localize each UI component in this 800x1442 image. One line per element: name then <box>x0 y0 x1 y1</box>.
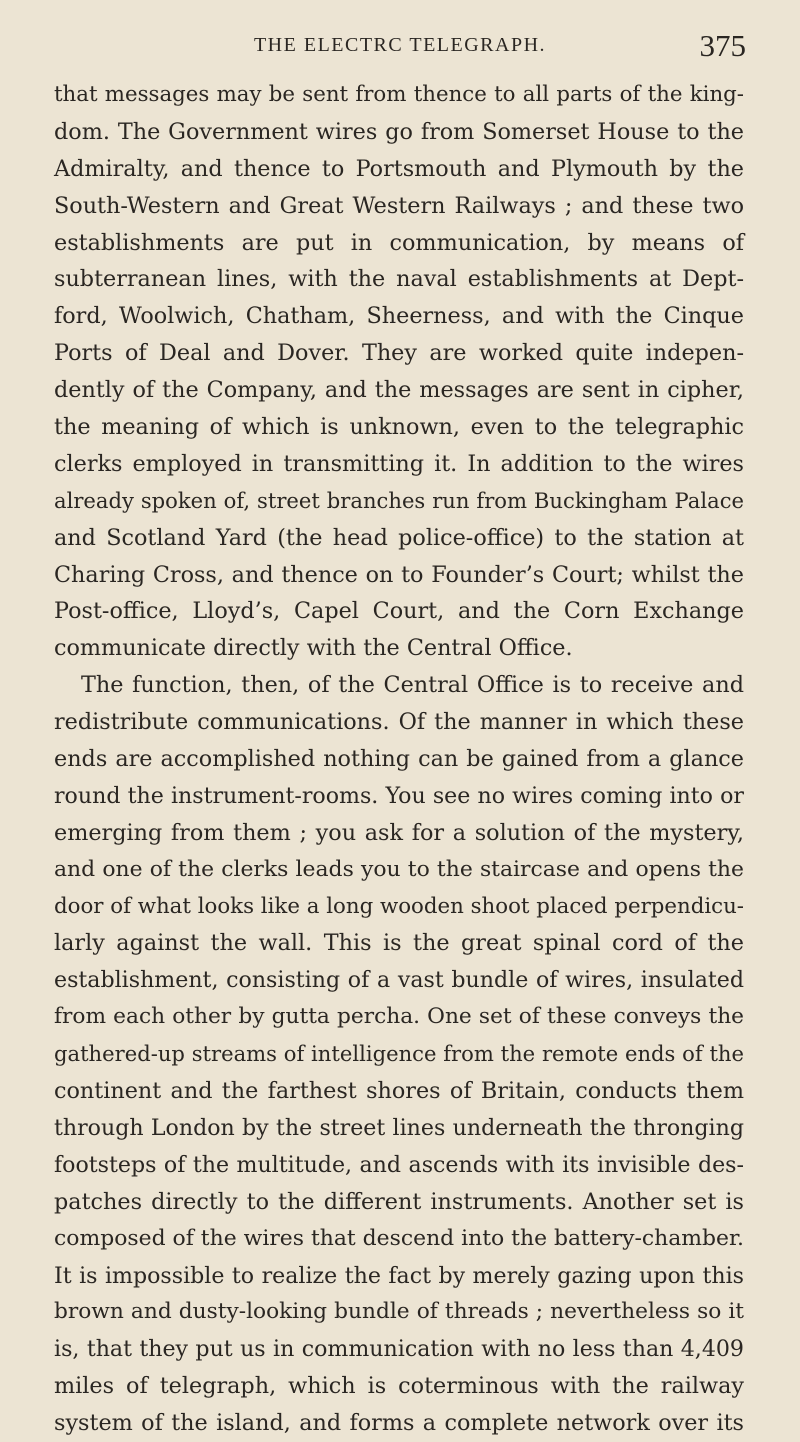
text-line: door of what looks like a long wooden shoot placed perpendicu- <box>54 893 744 919</box>
text-line: ends are accomplished nothing can be gained from a glance <box>54 746 744 773</box>
text-line: South-Western and Great Western Railways ; and these two <box>54 192 744 219</box>
text-line: clerks employed in transmitting it. In addition to the wires <box>54 450 744 477</box>
text-line: from each other by gutta percha. One set of these conveys the <box>54 1004 744 1030</box>
body-text <box>54 77 744 1442</box>
text-line: subterranean lines, with the naval establishments at Dept- <box>54 266 744 293</box>
text-line: round the instrument-rooms. You see no wires coming into or <box>54 782 744 809</box>
running-head <box>0 28 800 62</box>
text-line: and Scotland Yard (the head police-office) to the station at <box>54 524 744 551</box>
text-line: emerging from them ; you ask for a solution of the mystery, <box>54 819 744 846</box>
text-line: ford, Woolwich, Chatham, Sheerness, and with the Cinque <box>54 303 744 330</box>
text-line: It is impossible to realize the fact by merely gazing upon this <box>54 1262 744 1289</box>
text-line: Ports of Deal and Dover. They are worked quite indepen- <box>54 340 744 367</box>
text-line: and one of the clerks leads you to the staircase and opens the <box>54 856 744 882</box>
text-line: is, that they put us in communication with no less than 4,409 <box>54 1336 744 1363</box>
text-line: continent and the farthest shores of Britain, conducts them <box>54 1078 744 1105</box>
page-number: 375 <box>699 28 746 63</box>
text-line: system of the island, and forms a complete network over its <box>54 1410 744 1437</box>
text-line: through London by the street lines underneath the thronging <box>54 1114 744 1141</box>
text-line: communicate directly with the Central Office. <box>54 635 573 662</box>
text-line: redistribute communications. Of the manner in which these <box>54 709 744 736</box>
running-title: THE ELECTRC TELEGRAPH. <box>253 34 547 56</box>
text-line: composed of the wires that descend into the battery-chamber. <box>54 1225 744 1251</box>
text-line: larly against the wall. This is the great spinal cord of the <box>54 930 744 957</box>
text-line: Admiralty, and thence to Portsmouth and Plymouth by the <box>54 155 744 182</box>
text-line: miles of telegraph, which is coterminous with the railway <box>54 1373 744 1400</box>
text-line: footsteps of the multitude, and ascends with its invisible des- <box>54 1151 744 1178</box>
text-line: already spoken of, street branches run from Buckingham Palace <box>54 487 744 513</box>
text-line: establishment, consisting of a vast bundle of wires, insulated <box>54 967 744 994</box>
text-line: the meaning of which is unknown, even to the telegraphic <box>54 414 744 441</box>
text-line: Charing Cross, and thence on to Founder’s Court; whilst the <box>54 561 744 588</box>
text-line: establishments are put in communication, by means of <box>54 229 744 256</box>
text-line: patches directly to the different instruments. Another set is <box>54 1188 744 1215</box>
text-line: brown and dusty-looking bundle of threads ; nevertheless so it <box>54 1299 744 1325</box>
paragraph-first-line: The function, then, of the Central Office is to receive and <box>81 672 744 699</box>
text-line: dently of the Company, and the messages are sent in cipher, <box>54 377 744 404</box>
text-line: gathered-up streams of intelligence from the remote ends of the <box>54 1041 744 1067</box>
text-line: dom. The Government wires go from Somerset House to the <box>54 118 744 145</box>
text-line: that messages may be sent from thence to all parts of the king- <box>54 82 744 107</box>
text-line: Post-office, Lloyd’s, Capel Court, and the Corn Exchange <box>54 598 744 625</box>
